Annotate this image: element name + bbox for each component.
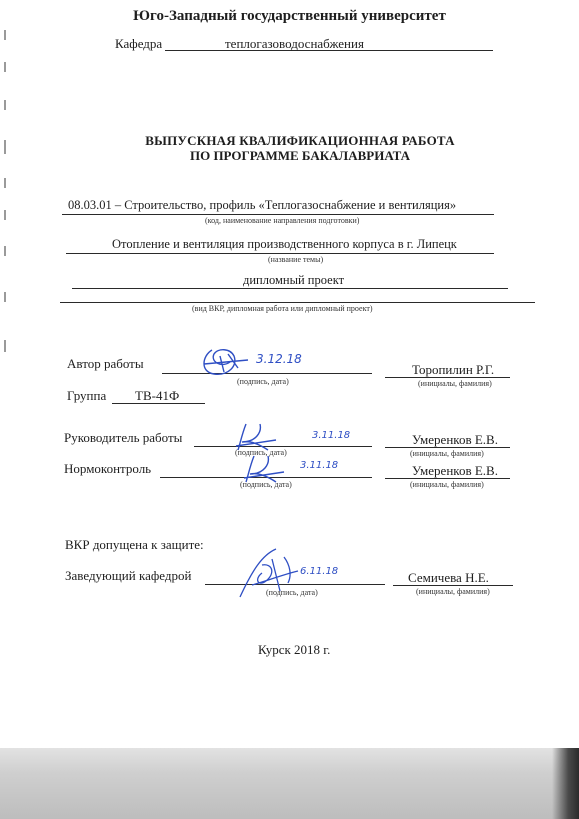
binding-mark (4, 246, 6, 256)
author-sign-caption: (подпись, дата) (237, 377, 289, 386)
supervisor-name-caption: (инициалы, фамилия) (410, 449, 484, 458)
normcontrol-label: Нормоконтроль (64, 461, 152, 476)
admission-text: ВКР допущена к защите: (65, 537, 204, 552)
author-name: Торопилин Р.Г. (412, 362, 495, 377)
direction-underline (62, 214, 494, 215)
binding-mark (4, 210, 6, 220)
binding-mark (4, 340, 6, 352)
work-title-line2: ПО ПРОГРАММЕ БАКАЛАВРИАТА (189, 148, 411, 163)
topic-value: Отопление и вентиляция производственного корпуса в г. Липецк (112, 237, 457, 251)
supervisor-name: Умеренков Е.В. (412, 432, 498, 447)
work-type-caption: (вид ВКР, дипломная работа или дипломный проект) (192, 304, 373, 313)
work-type-underline-2 (60, 302, 535, 303)
normcontrol-sign-caption: (подпись, дата) (240, 480, 292, 489)
author-sign-date: 3.12.18 (256, 352, 302, 366)
direction-caption: (код, наименование направления подготовки) (205, 216, 360, 225)
head-sign-date: 6.11.18 (300, 566, 339, 577)
direction-value: 08.03.01 – Строительство, профиль «Теплогазоснабжение и вентиляция» (68, 198, 457, 212)
head-name-caption: (инициалы, фамилия) (416, 587, 490, 596)
author-signature-icon (198, 342, 258, 382)
supervisor-sign-caption: (подпись, дата) (235, 448, 287, 457)
author-label: Автор работы (67, 356, 144, 371)
normcontrol-name-caption: (инициалы, фамилия) (410, 480, 484, 489)
binding-mark (4, 292, 6, 302)
scan-edge (552, 748, 579, 819)
author-name-line (385, 377, 510, 378)
normcontrol-name-line (385, 478, 510, 479)
binding-mark (4, 100, 6, 110)
author-sign-line (162, 373, 372, 374)
group-label: Группа (67, 388, 107, 403)
work-type-underline (72, 288, 508, 289)
binding-mark (4, 178, 6, 188)
topic-underline (66, 253, 494, 254)
binding-mark (4, 62, 6, 72)
work-title-line1: ВЫПУСКНАЯ КВАЛИФИКАЦИОННАЯ РАБОТА (145, 133, 455, 148)
topic-caption: (название темы) (268, 255, 324, 264)
scan-shadow (0, 748, 579, 819)
supervisor-name-line (385, 447, 510, 448)
supervisor-label: Руководитель работы (64, 430, 183, 445)
head-label: Заведующий кафедрой (65, 568, 192, 583)
department-label: Кафедра (115, 36, 163, 51)
work-type-value: дипломный проект (243, 273, 345, 287)
head-sign-caption: (подпись, дата) (266, 588, 318, 597)
department-value: теплогазоводоснабжения (225, 36, 364, 51)
city-year: Курск 2018 г. (258, 642, 331, 657)
group-value: ТВ-41Ф (135, 388, 180, 403)
head-name: Семичева Н.Е. (408, 570, 489, 585)
head-name-line (393, 585, 513, 586)
author-name-caption: (инициалы, фамилия) (418, 379, 492, 388)
normcontrol-name: Умеренков Е.В. (412, 463, 498, 478)
university-name: Юго-Западный государственный университет (133, 8, 446, 24)
normcontrol-sign-date: 3.11.18 (300, 460, 339, 471)
supervisor-sign-date: 3.11.18 (312, 430, 351, 441)
binding-mark (4, 30, 6, 40)
